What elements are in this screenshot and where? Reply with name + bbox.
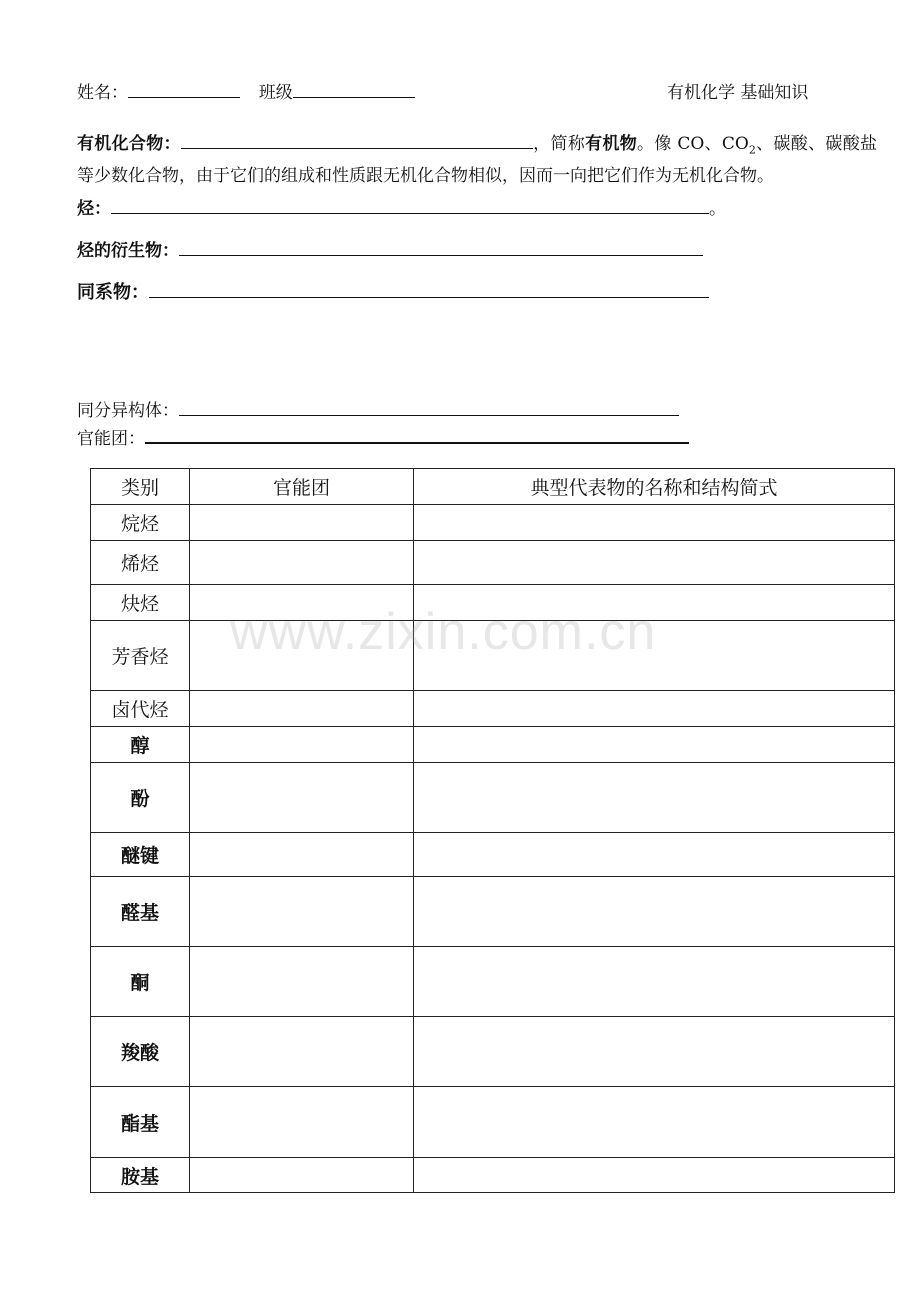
period: 。 bbox=[709, 199, 726, 219]
functional-group-cell[interactable] bbox=[190, 691, 414, 727]
table-row bbox=[91, 947, 895, 1017]
functional-group-cell[interactable] bbox=[190, 877, 414, 947]
table-row bbox=[91, 505, 895, 541]
functional-group-cell[interactable] bbox=[190, 505, 414, 541]
representative-cell[interactable] bbox=[414, 763, 895, 833]
representative-cell[interactable] bbox=[414, 833, 895, 877]
functional-group-cell[interactable] bbox=[190, 541, 414, 585]
header-category: 类别 bbox=[91, 469, 190, 505]
isomer-label: 同分异构体： bbox=[77, 401, 179, 421]
text-segment: 。像 CO、CO bbox=[637, 134, 749, 154]
functional-group-cell[interactable] bbox=[190, 585, 414, 621]
table-row bbox=[91, 727, 895, 763]
table-row bbox=[91, 1158, 895, 1193]
functional-groups-table bbox=[90, 468, 895, 1193]
co2-subscript: 2 bbox=[748, 143, 756, 157]
representative-cell[interactable] bbox=[414, 1158, 895, 1193]
representative-cell[interactable] bbox=[414, 947, 895, 1017]
watermark: www.zixin.com.cn bbox=[230, 603, 657, 661]
representative-cell[interactable] bbox=[414, 727, 895, 763]
isomer-line bbox=[77, 396, 679, 421]
functional-group-line bbox=[77, 424, 689, 449]
derivative-label: 烃的衍生物： bbox=[77, 241, 179, 261]
isomer-blank[interactable] bbox=[179, 397, 679, 416]
header-representative: 典型代表物的名称和结构简式 bbox=[414, 469, 895, 505]
representative-cell[interactable] bbox=[414, 505, 895, 541]
name-label: 姓名： bbox=[77, 83, 128, 103]
header-functional-group: 官能团 bbox=[190, 469, 414, 505]
organic-abbrev: 有机物 bbox=[585, 134, 638, 154]
derivative-blank[interactable] bbox=[179, 237, 703, 256]
homolog-label: 同系物： bbox=[77, 282, 149, 303]
category-cell: 酚 bbox=[91, 763, 190, 833]
category-cell: 醇 bbox=[91, 727, 190, 763]
header-line bbox=[77, 78, 415, 103]
text-segment: ，简称 bbox=[532, 134, 586, 154]
category-cell: 烷烃 bbox=[91, 505, 190, 541]
functional-group-cell[interactable] bbox=[190, 833, 414, 877]
functional-group-label: 官能团： bbox=[77, 429, 145, 449]
functional-group-cell[interactable] bbox=[190, 1087, 414, 1158]
class-label: 班级 bbox=[258, 83, 293, 103]
category-cell: 羧酸 bbox=[91, 1017, 190, 1087]
table-row bbox=[91, 877, 895, 947]
functional-group-cell[interactable] bbox=[190, 1017, 414, 1087]
representative-cell[interactable] bbox=[414, 1087, 895, 1158]
representative-cell[interactable] bbox=[414, 541, 895, 585]
representative-cell[interactable] bbox=[414, 1017, 895, 1087]
table-header-row bbox=[91, 469, 895, 505]
category-cell: 酮 bbox=[91, 947, 190, 1017]
homolog-line bbox=[77, 278, 709, 304]
functional-group-cell[interactable] bbox=[190, 621, 414, 691]
table-row bbox=[91, 585, 895, 621]
organic-compound-label: 有机化合物： bbox=[77, 134, 181, 154]
name-blank[interactable] bbox=[128, 79, 240, 98]
hydrocarbon-label: 烃： bbox=[77, 199, 111, 219]
representative-cell[interactable] bbox=[414, 621, 895, 691]
functional-group-cell[interactable] bbox=[190, 1158, 414, 1193]
class-blank[interactable] bbox=[293, 79, 415, 98]
table-row bbox=[91, 691, 895, 727]
category-cell: 酯基 bbox=[91, 1087, 190, 1158]
table-row bbox=[91, 1087, 895, 1158]
subject-title: 有机化学 基础知识 bbox=[667, 83, 809, 103]
representative-cell[interactable] bbox=[414, 691, 895, 727]
category-cell: 醚键 bbox=[91, 833, 190, 877]
functional-group-cell[interactable] bbox=[190, 763, 414, 833]
representative-cell[interactable] bbox=[414, 585, 895, 621]
category-cell: 烯烃 bbox=[91, 541, 190, 585]
category-cell: 胺基 bbox=[91, 1158, 190, 1193]
functional-group-blank[interactable] bbox=[145, 424, 689, 444]
category-cell: 炔烃 bbox=[91, 585, 190, 621]
functional-group-cell[interactable] bbox=[190, 947, 414, 1017]
table-row bbox=[91, 1017, 895, 1087]
functional-group-cell[interactable] bbox=[190, 727, 414, 763]
homolog-blank[interactable] bbox=[149, 279, 709, 298]
derivative-line bbox=[77, 236, 703, 261]
text-segment: 、碳酸、碳酸盐等少数化合物，由于它们的组成和性质跟无机化合物相似，因而一向把它们作为无机化合物。 bbox=[77, 134, 878, 187]
category-cell: 醛基 bbox=[91, 877, 190, 947]
hydrocarbon-line bbox=[77, 194, 726, 219]
table-row bbox=[91, 763, 895, 833]
category-cell: 芳香烃 bbox=[91, 621, 190, 691]
table-row bbox=[91, 621, 895, 691]
organic-compound-definition bbox=[77, 130, 877, 190]
representative-cell[interactable] bbox=[414, 877, 895, 947]
organic-compound-blank[interactable] bbox=[181, 130, 533, 149]
table-row bbox=[91, 833, 895, 877]
table-row bbox=[91, 541, 895, 585]
category-cell: 卤代烃 bbox=[91, 691, 190, 727]
hydrocarbon-blank[interactable] bbox=[111, 195, 709, 214]
